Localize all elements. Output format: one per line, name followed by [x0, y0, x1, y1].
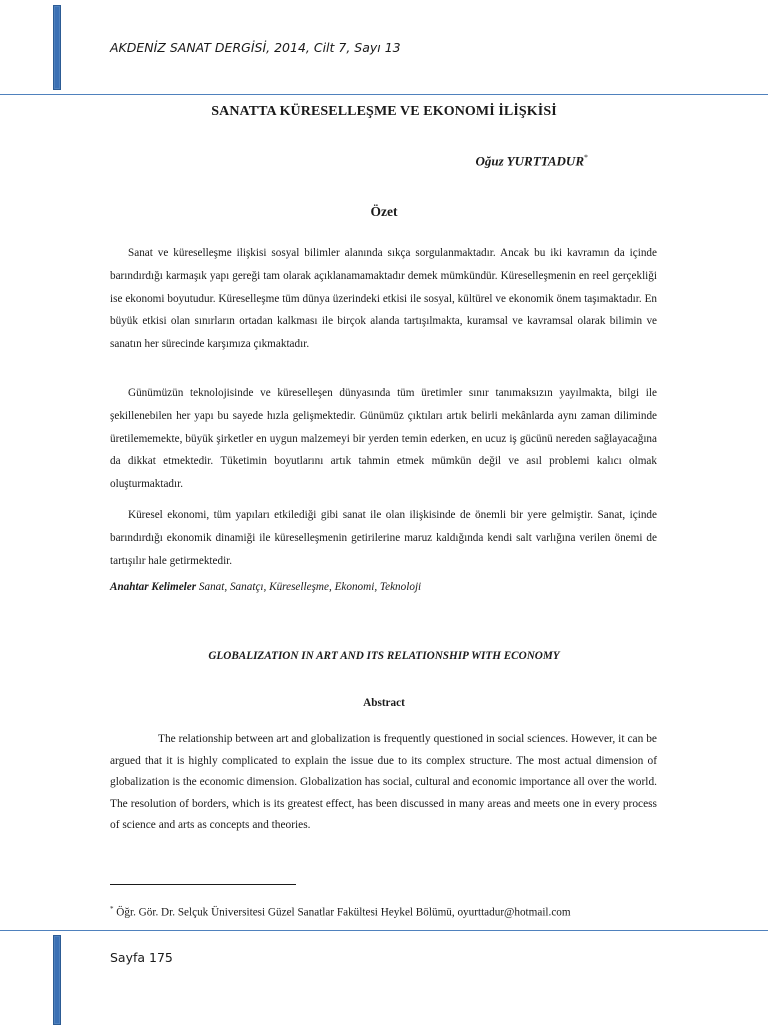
header-accent-bar: [53, 5, 61, 90]
ozet-paragraph: [110, 504, 657, 572]
ozet-heading: Özet: [370, 204, 398, 219]
ozet-paragraph: [110, 382, 657, 496]
author-name-text: Oğuz YURTTADUR: [475, 153, 584, 169]
page-number: Sayfa 175: [110, 950, 173, 965]
keywords-label: Anahtar Kelimeler: [110, 581, 197, 593]
header-rule: [0, 94, 768, 95]
ozet-paragraph-text: Günümüzün teknolojisinde ve küreselleşen dünyasında tüm üretimler sınır tanımaksızın yayılmakta, bilgi ile şekillenebilen her yapı bu sayede hızla gelişmektedir. Günümüz çıktıları artık belirli mekânlarda aynı zaman diliminde üretilememekte, büyük şirketler en uygun malzemeyi bir yerden temin ederken, en ucuz iş gücünü nereden sağlayacağına da dikkat etmektedir. Tüketimin boyutlarını artık tahmin etmek mümkün değil ve asıl problemi kalıcı olmak oluşturmaktadır.: [110, 387, 657, 491]
footer-rule: [0, 930, 768, 931]
abstract-paragraph: [110, 729, 657, 837]
keywords-line: [110, 581, 421, 593]
footnote-text: Öğr. Gör. Dr. Selçuk Üniversitesi Güzel Sanatlar Fakültesi Heykel Bölümü, oyurttadur@hotmail.com: [116, 906, 571, 919]
author-footnote-mark: *: [584, 153, 588, 162]
footnote-rule: [110, 884, 296, 885]
english-title: GLOBALIZATION IN ART AND ITS RELATIONSHIP WITH ECONOMY: [208, 650, 560, 662]
ozet-paragraph: [110, 242, 657, 356]
author-name: [476, 153, 588, 169]
ozet-paragraph-text: Küresel ekonomi, tüm yapıları etkilediği gibi sanat ile olan ilişkisinde de önemli bir yere gelmiştir. Sanat, içinde barındırdığı ekonomik dinamiği ile küreselleşmenin getirilerine maruz kaldığında kendi salt varlığına verilen önemi de tartışılır hale getirmektedir.: [110, 509, 657, 567]
article-title: SANATTA KÜRESELLEŞME VE EKONOMİ İLİŞKİSİ: [211, 104, 557, 119]
footnote: [110, 905, 571, 919]
footnote-mark: *: [110, 905, 114, 913]
ozet-paragraph-text: Sanat ve küreselleşme ilişkisi sosyal bilimler alanında sıkça sorgulanmaktadır. Ancak bu iki kavramın da içinde barındırdığı karmaşık yapı gereği tam olarak açıklanamamaktadır demek mümkündür. Küreselleşmenin en reel gerçekliği ise ekonomi boyutudur. Küreselleşme tüm dünya üzerindeki etkisi ile sosyal, kültürel ve ekonomik önem taşımaktadır. En büyük etkisi olan sınırların ortadan kalkması ile birçok alanda tartışılmakta, kuramsal ve kavramsal olarak bilimin ve sanatın her sürecinde karşımıza çıkmaktadır.: [110, 247, 657, 351]
keywords-list: Sanat, Sanatçı, Küreselleşme, Ekonomi, Teknoloji: [198, 581, 422, 593]
footer-accent-bar: [53, 935, 61, 1025]
journal-header: AKDENİZ SANAT DERGİSİ, 2014, Cilt 7, Sayı 13: [110, 40, 401, 55]
abstract-heading: Abstract: [363, 697, 405, 709]
abstract-text: The relationship between art and globalization is frequently questioned in social sciences. However, it can be argued that it is highly complicated to explain the issue due to its complex structure. The most actual dimension of globalization is the economic dimension. Globalization has social, cultural and economic importance all over the world. The resolution of borders, which is its greatest effect, has been discussed in many areas and meets one in every process of science and arts as concepts and theories.: [110, 733, 657, 831]
